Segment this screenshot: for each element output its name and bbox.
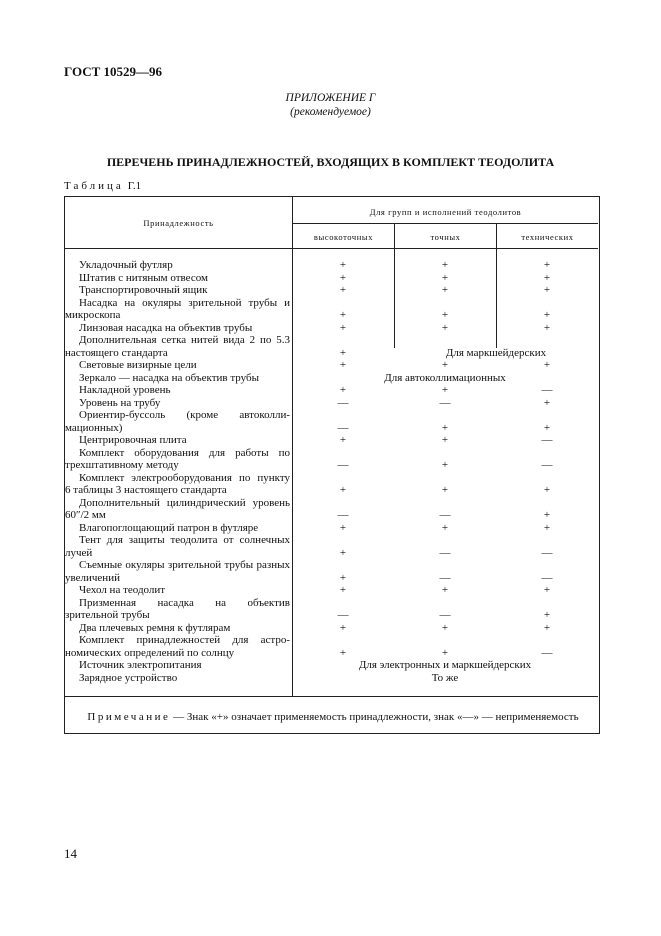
accessory-name-line: Укладочный футляр <box>79 259 173 271</box>
value-high-precision: — <box>337 396 349 409</box>
accessory-name <box>65 397 292 410</box>
value-high-precision: + <box>339 384 347 396</box>
value-technical: + <box>543 484 551 496</box>
accessory-name-line: Комплект принадлежностей для астро- <box>79 634 290 646</box>
table-row <box>65 622 601 635</box>
table-row <box>65 472 601 497</box>
value-high-precision: + <box>339 646 347 659</box>
table-row <box>65 634 601 659</box>
column-header-precision: точных <box>430 232 461 242</box>
span-all-value: Для автоколлимационных <box>384 371 506 384</box>
accessory-name-line: настоящего стандарта <box>65 346 168 359</box>
accessory-name-line: Уровень на трубу <box>79 396 161 409</box>
accessory-name <box>65 322 292 335</box>
value-precision: + <box>441 384 449 396</box>
value-high-precision: — <box>337 609 349 621</box>
value-precision: + <box>441 271 449 284</box>
accessory-name-line: Дополнительная сетка нитей вида 2 по 5.3 <box>79 334 290 346</box>
table-row <box>65 372 601 385</box>
value-precision: + <box>441 359 449 371</box>
value-technical: + <box>543 259 551 271</box>
value-high-precision: + <box>339 271 347 284</box>
accessory-name <box>65 334 292 359</box>
value-precision: + <box>441 259 449 271</box>
value-precision: + <box>441 621 449 634</box>
accessory-name-line: 6 таблицы 3 настоящего стандарта <box>65 484 227 496</box>
accessory-name-line: Насадка на окуляры зрительной трубы и <box>79 296 290 309</box>
accessory-name <box>65 597 292 622</box>
accessory-name <box>65 259 292 272</box>
table-note <box>65 711 601 723</box>
value-technical: — <box>541 646 553 659</box>
accessory-name <box>65 584 292 597</box>
table-row <box>65 409 601 434</box>
table-row <box>65 559 601 584</box>
accessory-name-line: Световые визирные цели <box>79 359 197 371</box>
accessory-name-line: трехштативному методу <box>65 459 179 471</box>
value-technical: + <box>543 271 551 284</box>
page-number: 14 <box>64 846 77 861</box>
appendix-heading <box>0 91 661 119</box>
accessory-name <box>65 672 292 685</box>
value-precision: + <box>441 584 449 596</box>
accessory-name-line: Два плечевых ремня к футлярам <box>79 621 231 634</box>
value-technical: + <box>543 584 551 596</box>
accessory-name-line: Накладной уровень <box>79 384 171 396</box>
value-precision: + <box>441 434 449 446</box>
accessory-name-line: 60″/2 мм <box>65 509 106 521</box>
value-high-precision: + <box>339 284 347 296</box>
appendix-title: ПРИЛОЖЕНИЕ Г <box>285 92 376 104</box>
value-technical: — <box>541 434 553 446</box>
accessory-name-line: Чехол на теодолит <box>79 584 166 596</box>
value-high-precision: + <box>339 521 347 534</box>
accessory-name-line: Линзовая насадка на объектив трубы <box>79 321 253 334</box>
accessory-name <box>65 372 292 385</box>
table-row <box>65 534 601 559</box>
accessory-name-line: Влагопоглощающий патрон в футляре <box>79 521 259 534</box>
accessory-name-line: мационных) <box>65 421 123 434</box>
value-high-precision: — <box>337 459 349 471</box>
accessory-name-line: лучей <box>65 546 93 559</box>
value-technical: + <box>543 421 551 434</box>
span-all-value: Для электронных и маркшейдерских <box>358 659 532 671</box>
accessory-name-line: Центрировочная плита <box>79 434 187 446</box>
accessory-name <box>65 272 292 285</box>
table-row <box>65 584 601 597</box>
value-technical: — <box>541 546 553 559</box>
column-header-technical: технических <box>521 232 574 242</box>
value-technical: + <box>543 309 551 321</box>
value-technical: + <box>543 321 551 334</box>
accessory-name <box>65 659 292 672</box>
span-value: Для маркшейдерских <box>445 346 547 359</box>
table-row <box>65 322 601 335</box>
value-precision: — <box>439 396 451 409</box>
accessory-name-line: Ориентир-буссоль (кроме автоколли- <box>79 409 290 421</box>
table-row <box>65 497 601 522</box>
value-high-precision: + <box>339 484 347 496</box>
accessories-table <box>64 196 600 734</box>
table-row <box>65 334 601 359</box>
value-high-precision: + <box>339 621 347 634</box>
accessory-name <box>65 434 292 447</box>
note-label: Примечание <box>87 711 171 723</box>
accessory-name <box>65 297 292 322</box>
column-group-header: Для групп и исполнений теодолитов <box>369 207 522 217</box>
accessory-name <box>65 447 292 472</box>
table-header-subline <box>293 223 598 224</box>
value-technical: + <box>543 284 551 296</box>
value-technical: — <box>541 384 553 396</box>
value-precision: + <box>441 459 449 471</box>
accessory-name-line: Тент для защиты теодолита от солнечных <box>79 534 290 546</box>
value-high-precision: + <box>339 434 347 446</box>
value-technical: + <box>543 621 551 634</box>
table-row <box>65 259 601 272</box>
value-precision: + <box>441 284 449 296</box>
accessory-name <box>65 359 292 372</box>
value-high-precision: — <box>337 421 349 434</box>
value-technical: + <box>543 609 551 621</box>
accessory-name-line: микроскопа <box>65 309 121 321</box>
value-technical: — <box>541 571 553 584</box>
span-all-value: То же <box>431 671 459 684</box>
value-precision: + <box>441 321 449 334</box>
table-row <box>65 397 601 410</box>
table-label <box>64 180 141 192</box>
accessory-name-line: Зеркало — насадка на объектив трубы <box>79 371 260 384</box>
value-precision: + <box>441 646 449 659</box>
value-high-precision: + <box>339 584 347 596</box>
table-note-line <box>65 696 598 697</box>
accessory-name-line: Зарядное устройство <box>79 671 178 684</box>
accessory-name-line: Дополнительный цилиндрический уровень <box>79 496 290 509</box>
table-row <box>65 284 601 297</box>
table-header-bottomline <box>65 248 598 249</box>
accessory-name <box>65 559 292 584</box>
accessory-name-line: Комплект электрооборудования по пункту <box>79 471 290 484</box>
value-technical: + <box>543 509 551 521</box>
table-row <box>65 434 601 447</box>
value-high-precision: + <box>339 346 347 359</box>
table-row <box>65 672 601 685</box>
accessory-name-line: Съемные окуляры зрительной трубы разных <box>79 559 290 571</box>
value-precision: — <box>439 571 451 584</box>
value-precision: + <box>441 309 449 321</box>
document-code: ГОСТ 10529—96 <box>64 64 163 79</box>
accessory-name-line: увеличений <box>65 571 120 584</box>
accessory-name-line: Транспортировочный ящик <box>79 284 208 296</box>
accessory-name <box>65 497 292 522</box>
accessory-name <box>65 622 292 635</box>
value-precision: — <box>439 509 451 521</box>
accessory-name <box>65 634 292 659</box>
table-row <box>65 384 601 397</box>
accessory-name-line: номических определений по солнцу <box>65 646 235 659</box>
value-high-precision: — <box>337 509 349 521</box>
accessory-name-line: Источник электропитания <box>79 659 202 671</box>
note-text: — Знак «+» означает применяемость принадлежности, знак «—» — неприменяемость <box>173 711 579 723</box>
accessory-name <box>65 472 292 497</box>
value-high-precision: + <box>339 359 347 371</box>
column-header-item: Принадлежность <box>143 218 214 228</box>
accessory-name-line: зрительной трубы <box>65 609 150 621</box>
table-row <box>65 272 601 285</box>
value-technical: + <box>543 396 551 409</box>
table-row <box>65 447 601 472</box>
value-high-precision: + <box>339 571 347 584</box>
value-precision: + <box>441 484 449 496</box>
table-label-word: Таблица <box>64 180 124 192</box>
column-header-high-precision: высокоточных <box>313 232 374 242</box>
list-title: ПЕРЕЧЕНЬ ПРИНАДЛЕЖНОСТЕЙ, ВХОДЯЩИХ В КОМПЛЕКТ ТЕОДОЛИТА <box>106 155 555 169</box>
table-row <box>65 659 601 672</box>
accessory-name <box>65 384 292 397</box>
value-precision: — <box>439 609 451 621</box>
value-precision: — <box>439 546 451 559</box>
table-row <box>65 359 601 372</box>
table-row <box>65 522 601 535</box>
accessory-name <box>65 534 292 559</box>
table-row <box>65 597 601 622</box>
value-technical: + <box>543 521 551 534</box>
accessory-name <box>65 284 292 297</box>
accessory-name-line: Штатив с нитяным отвесом <box>79 271 208 284</box>
value-technical: — <box>541 459 553 471</box>
value-precision: + <box>441 421 449 434</box>
value-high-precision: + <box>339 309 347 321</box>
value-technical: + <box>543 359 551 371</box>
accessory-name <box>65 409 292 434</box>
table-row <box>65 297 601 322</box>
table-label-number: Г.1 <box>127 180 142 192</box>
accessory-name-line: Призменная насадка на объектив <box>79 596 290 609</box>
accessory-name-line: Комплект оборудования для работы по <box>79 446 290 459</box>
accessory-name <box>65 522 292 535</box>
value-high-precision: + <box>339 321 347 334</box>
value-high-precision: + <box>339 259 347 271</box>
value-precision: + <box>441 521 449 534</box>
appendix-subtitle: (рекомендуемое) <box>290 106 371 118</box>
value-high-precision: + <box>339 546 347 559</box>
